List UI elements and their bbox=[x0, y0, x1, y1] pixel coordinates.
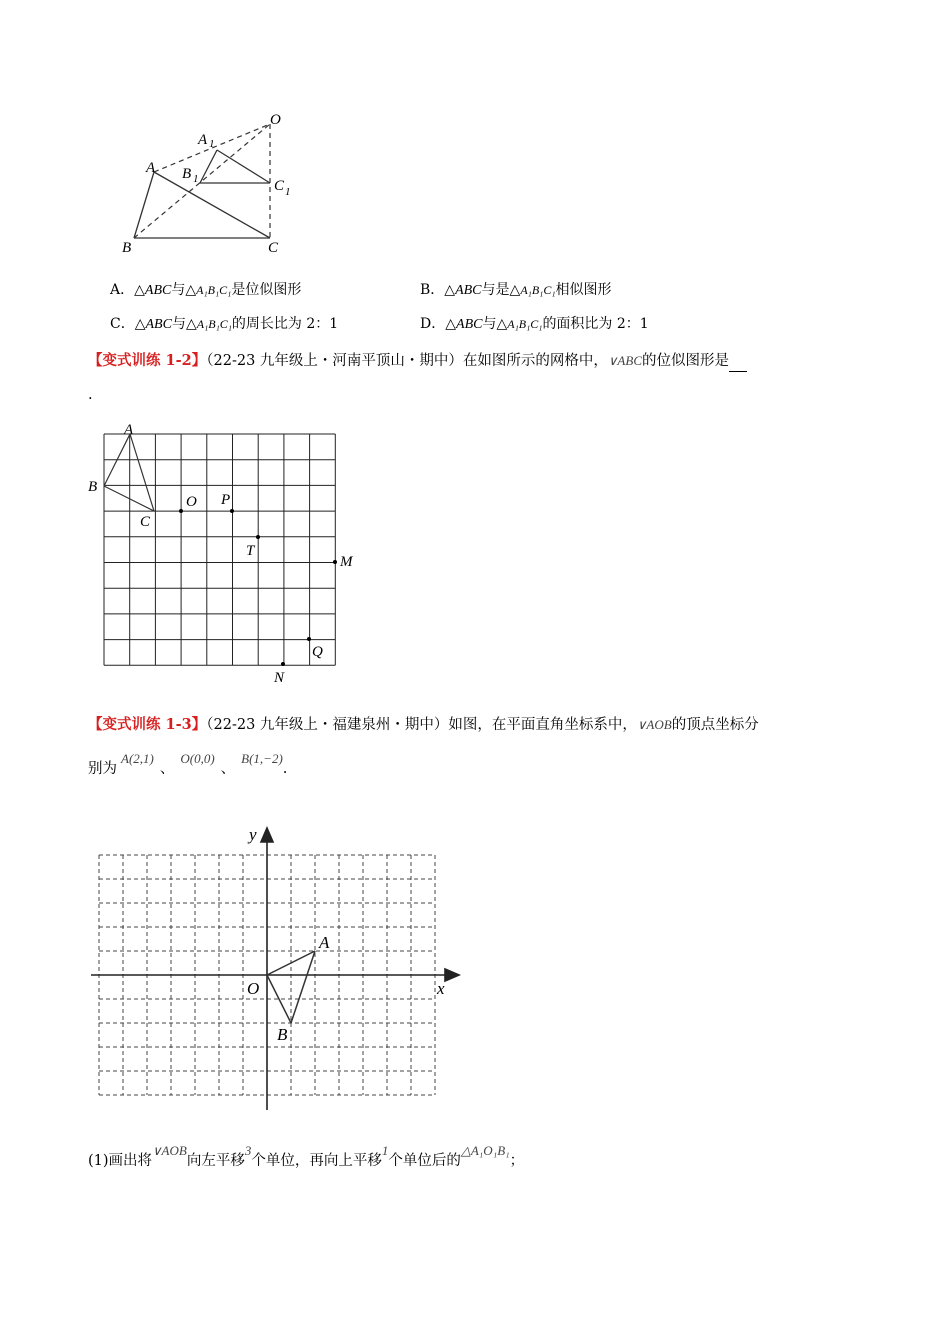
label-P: P bbox=[221, 492, 231, 508]
point-T bbox=[256, 535, 260, 539]
label-A: A bbox=[124, 422, 134, 438]
label-y: y bbox=[249, 825, 257, 844]
label-C: C bbox=[140, 514, 151, 530]
label-x: x bbox=[437, 979, 445, 998]
label-A: A bbox=[146, 160, 156, 176]
label-O: O bbox=[270, 112, 281, 128]
figure-coordinate-plane bbox=[85, 822, 465, 1118]
question-1-3-line2: 别为A(2,1)、O(0,0)、B(1,−2). bbox=[88, 751, 288, 777]
point-Q bbox=[307, 637, 311, 641]
label-A1: A bbox=[198, 132, 208, 148]
figure-similar-triangles bbox=[110, 110, 310, 260]
label-N: N bbox=[274, 670, 285, 686]
label-C1-sub: 1 bbox=[285, 186, 291, 198]
label-C: C bbox=[268, 240, 279, 256]
point-O bbox=[179, 509, 183, 513]
label-A1-sub: 1 bbox=[209, 138, 215, 150]
option-a: A．△ABC与△A₁B₁C₁是位似图形 bbox=[110, 282, 302, 298]
option-c: C．△ABC与△A₁B₁C₁的周长比为 2：1 bbox=[110, 316, 339, 332]
point-M bbox=[333, 560, 337, 564]
option-b: B．△ABC与是△A₁B₁C₁相似图形 bbox=[420, 282, 612, 298]
label-B1: B bbox=[182, 166, 192, 182]
question-tag: 【变式训练 1-3】 bbox=[88, 716, 207, 733]
label-O: O bbox=[186, 494, 197, 510]
label-Q: Q bbox=[312, 644, 323, 660]
label-A: A bbox=[319, 933, 330, 952]
question-1-3-part-1: (1)画出将∨AOB向左平移3个单位，再向上平移1个单位后的△A₁O₁B₁； bbox=[88, 1143, 525, 1169]
figure-grid bbox=[80, 418, 370, 686]
label-B: B bbox=[88, 479, 98, 495]
label-B: B bbox=[277, 1025, 288, 1044]
label-B1-sub: 1 bbox=[193, 173, 199, 185]
point-P bbox=[230, 509, 234, 513]
option-d: D．△ABC与△A₁B₁C₁的面积比为 2：1 bbox=[420, 316, 649, 332]
answer-blank[interactable] bbox=[729, 357, 747, 372]
question-1-2: 【变式训练 1-2】（22-23 九年级上・河南平顶山・期中）在如图所示的网格中，∨ABC的位似图形是 bbox=[88, 350, 747, 372]
label-O: O bbox=[247, 979, 260, 998]
label-C1: C bbox=[274, 178, 285, 194]
label-B: B bbox=[122, 240, 132, 256]
label-T: T bbox=[246, 543, 255, 559]
point-N bbox=[281, 662, 285, 666]
question-1-3: 【变式训练 1-3】（22-23 九年级上・福建泉州・期中）如图，在平面直角坐标系中，∨AOB的顶点坐标分 bbox=[88, 716, 759, 733]
question-tag: 【变式训练 1-2】 bbox=[88, 352, 207, 369]
label-M: M bbox=[340, 554, 353, 570]
question-1-2-end: . bbox=[88, 387, 93, 403]
